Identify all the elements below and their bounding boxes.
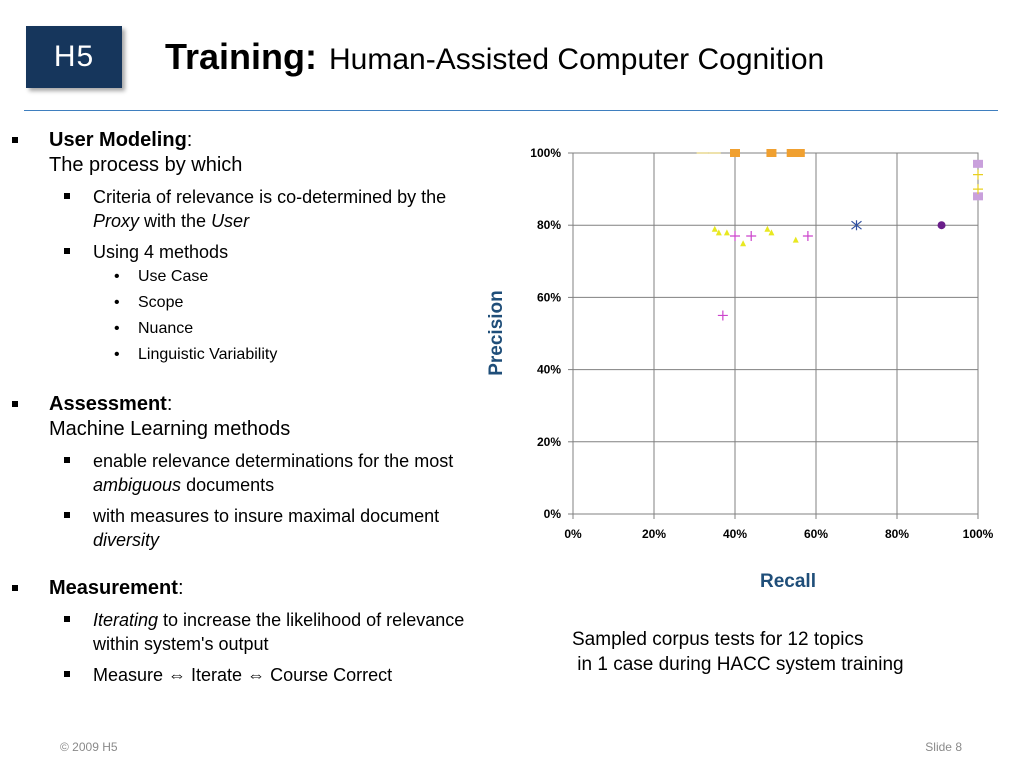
section-description: The process by which <box>49 154 243 176</box>
bullet-text-part: with measures to insure maximal document <box>93 506 440 526</box>
h5-logo <box>26 26 122 88</box>
square-bullet <box>64 193 70 199</box>
bullet-text-part: User <box>211 211 250 231</box>
precision-recall-chart <box>480 135 1010 605</box>
y-tick-label: 40% <box>536 362 561 377</box>
square-bullet <box>64 671 70 677</box>
section-gap <box>12 368 482 392</box>
round-bullet: • <box>114 268 120 285</box>
section-1 <box>12 392 482 442</box>
footer-slide-number: Slide 8 <box>925 740 962 754</box>
x-tick-label: 60% <box>803 527 829 541</box>
x-axis-label: Recall <box>760 571 816 592</box>
sub-bullet <box>12 240 482 264</box>
section-heading: User Modeling <box>49 129 187 151</box>
bullet-text-part: ambiguous <box>93 475 182 495</box>
square-bullet <box>64 512 70 518</box>
plot-area <box>573 153 978 514</box>
chart-caption: Sampled corpus tests for 12 topics in 1 case during HACC system training <box>572 629 904 675</box>
square-bullet <box>12 137 18 143</box>
square-bullet <box>12 585 18 591</box>
round-bullet: • <box>114 320 120 337</box>
x-tick-label: 40% <box>722 527 748 541</box>
x-tick-label: 100% <box>962 527 994 541</box>
bullet-text-part: to increase the likelihood of relevance within system's output <box>93 610 465 654</box>
sub-bullet <box>12 663 482 687</box>
bullet-text-part: Criteria of relevance is co-determined by the <box>93 187 447 207</box>
square-bullet <box>12 401 18 407</box>
bullet-text-part: Iterating <box>93 610 159 630</box>
square-bullet <box>64 248 70 254</box>
sub-bullet <box>12 185 482 233</box>
title-subtitle: Human-Assisted Computer Cognition <box>329 43 825 76</box>
section-heading: Measurement <box>49 577 178 599</box>
bullet-text-part: Proxy <box>93 211 140 231</box>
bullet-text-part: diversity <box>93 530 160 550</box>
sub-bullet <box>12 608 482 656</box>
bullet-text-part: documents <box>181 475 275 495</box>
section-heading-colon: : <box>177 577 184 599</box>
method-label: Use Case <box>138 268 209 285</box>
title-divider <box>24 110 998 111</box>
data-point <box>795 149 805 157</box>
bullet-content <box>12 128 482 687</box>
y-tick-label: 60% <box>536 290 561 305</box>
data-point <box>730 149 740 157</box>
y-tick-label: 80% <box>536 218 561 233</box>
data-point <box>973 160 983 168</box>
method-label: Linguistic Variability <box>138 346 278 363</box>
method-label: Scope <box>138 294 184 311</box>
title-main: Training: <box>165 36 317 77</box>
data-point <box>938 221 946 229</box>
section-description: Machine Learning methods <box>49 418 291 440</box>
slide-title <box>165 36 824 78</box>
section-0 <box>12 128 482 178</box>
bullet-text-part: enable relevance determinations for the most <box>93 451 454 471</box>
data-point <box>766 149 776 157</box>
bullet-text-part: Using 4 methods <box>93 242 229 262</box>
method-item <box>12 290 482 316</box>
logo-text: H5 <box>53 40 95 73</box>
section-heading: Assessment <box>49 393 167 415</box>
bullet-text-part: Measure ⇔ Iterate ⇔ Course Correct <box>93 665 393 685</box>
round-bullet: • <box>114 294 120 311</box>
y-tick-label: 0% <box>543 507 561 521</box>
section-2 <box>12 576 482 601</box>
sub-bullet <box>12 449 482 497</box>
x-tick-label: 80% <box>884 527 910 541</box>
footer-copyright: © 2009 H5 <box>60 740 118 754</box>
section-gap <box>12 552 482 576</box>
method-item <box>12 316 482 342</box>
method-item <box>12 342 482 368</box>
bullet-text-part: with the <box>139 211 212 231</box>
x-tick-label: 20% <box>641 527 667 541</box>
y-axis-label: Precision <box>486 290 507 376</box>
square-bullet <box>64 457 70 463</box>
x-tick-label: 0% <box>564 527 582 541</box>
method-label: Nuance <box>138 320 194 337</box>
y-tick-label: 100% <box>530 146 561 160</box>
method-item <box>12 264 482 290</box>
section-heading-colon: : <box>166 393 173 415</box>
sub-bullet <box>12 504 482 552</box>
round-bullet: • <box>114 346 120 363</box>
section-heading-colon: : <box>186 129 193 151</box>
square-bullet <box>64 616 70 622</box>
y-tick-label: 20% <box>536 434 561 449</box>
